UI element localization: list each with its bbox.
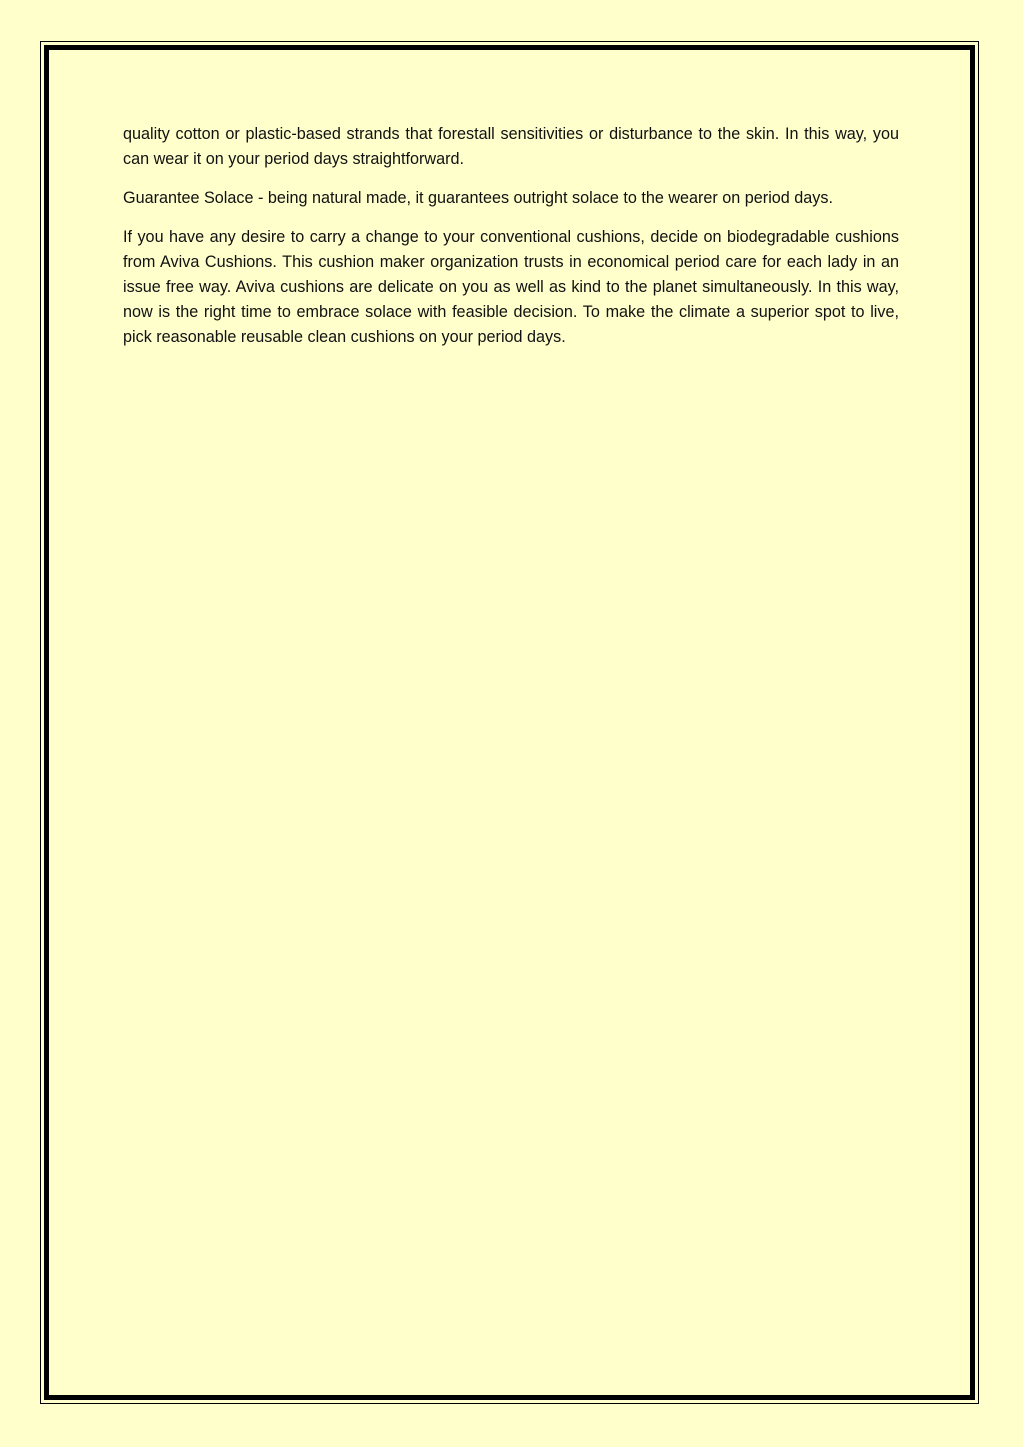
document-body — [123, 122, 899, 364]
paragraph-aviva-cushions: If you have any desire to carry a change to your conventional cushions, decide on biodegradable cushions from Aviva Cushions. This cushion maker organization trusts in economical period care for each lady in an issue free way. Aviva cushions are delicate on you as well as kind to the planet simultaneously. In this way, now is the right time to embrace solace with feasible decision. To make the climate a superior spot to live, pick reasonable reusable clean cushions on your period days. — [123, 228, 899, 346]
paragraph-guarantee-solace: Guarantee Solace - being natural made, it guarantees outright solace to the wearer on period days. — [123, 189, 833, 207]
paragraph-fabric-quality: quality cotton or plastic-based strands that forestall sensitivities or disturbance to the skin. In this way, you can wear it on your period days straightforward. — [123, 125, 899, 168]
